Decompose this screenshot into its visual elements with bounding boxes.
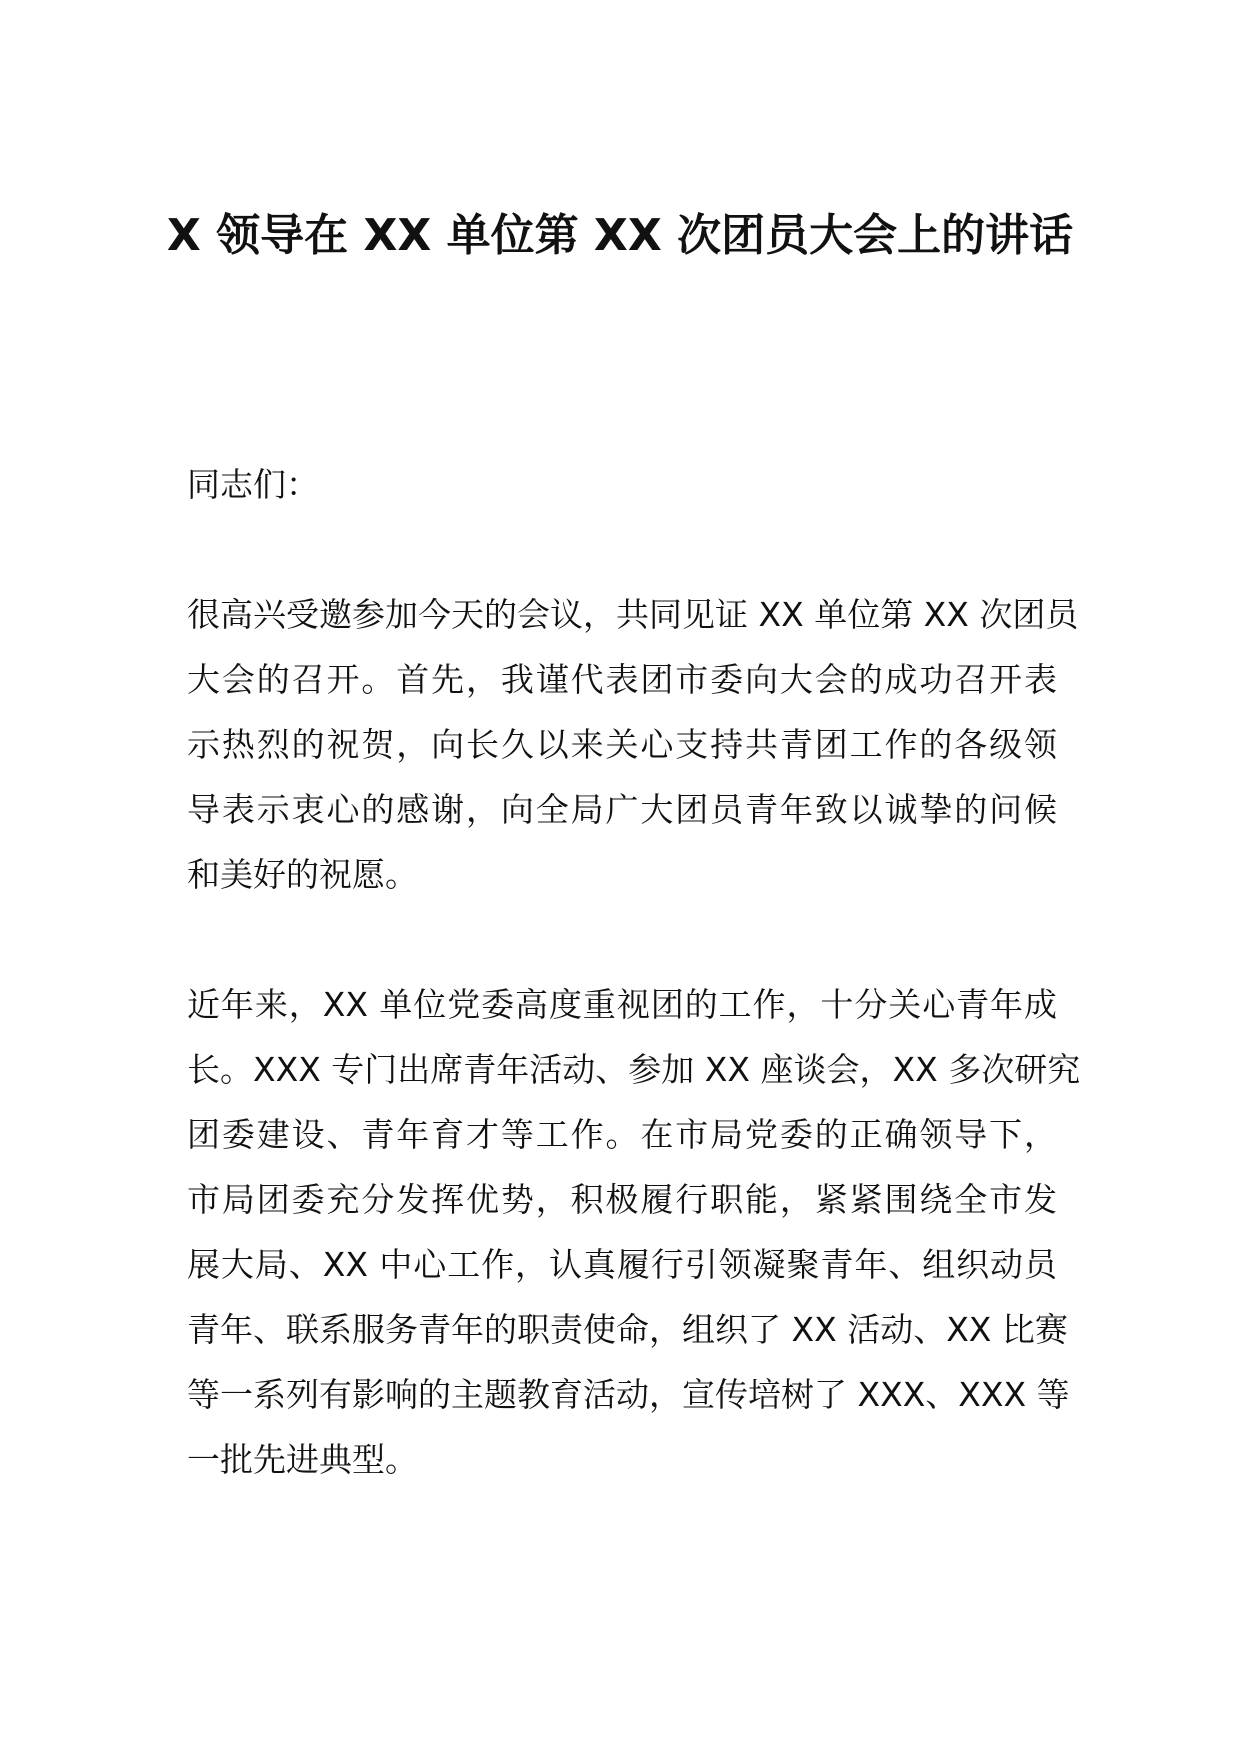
paragraph-line: 一批先进典型。 — [187, 1440, 418, 1479]
paragraph-line: 等一系列有影响的主题教育活动，宣传培树了 XXX、XXX 等 — [187, 1375, 1070, 1414]
paragraph-line: 大会的召开。首先，我谨代表团市委向大会的成功召开表 — [187, 660, 1057, 699]
paragraph-line: 近年来，XX 单位党委高度重视团的工作，十分关心青年成 — [187, 985, 1057, 1024]
paragraph-1 — [187, 582, 1079, 907]
paragraph-line: 青年、联系服务青年的职责使命，组织了 XX 活动、XX 比赛 — [187, 1310, 1068, 1349]
salutation: 同志们： — [187, 465, 319, 504]
paragraph-2 — [187, 972, 1081, 1492]
paragraph-line: 展大局、XX 中心工作，认真履行引领凝聚青年、组织动员 — [187, 1245, 1057, 1284]
paragraph-line: 团委建设、青年育才等工作。在市局党委的正确领导下， — [187, 1115, 1057, 1154]
paragraph-line: 导表示衷心的感谢，向全局广大团员青年致以诚挚的问候 — [187, 790, 1057, 829]
paragraph-line: 很高兴受邀参加今天的会议，共同见证 XX 单位第 XX 次团员 — [187, 595, 1079, 634]
paragraph-line: 市局团委充分发挥优势，积极履行职能，紧紧围绕全市发 — [187, 1180, 1057, 1219]
paragraph-line: 示热烈的祝贺，向长久以来关心支持共青团工作的各级领 — [187, 725, 1057, 764]
document-title: X 领导在 XX 单位第 XX 次团员大会上的讲话 — [166, 210, 1074, 261]
paragraph-line: 长。XXX 专门出席青年活动、参加 XX 座谈会，XX 多次研究 — [187, 1050, 1081, 1089]
paragraph-line: 和美好的祝愿。 — [187, 855, 418, 894]
